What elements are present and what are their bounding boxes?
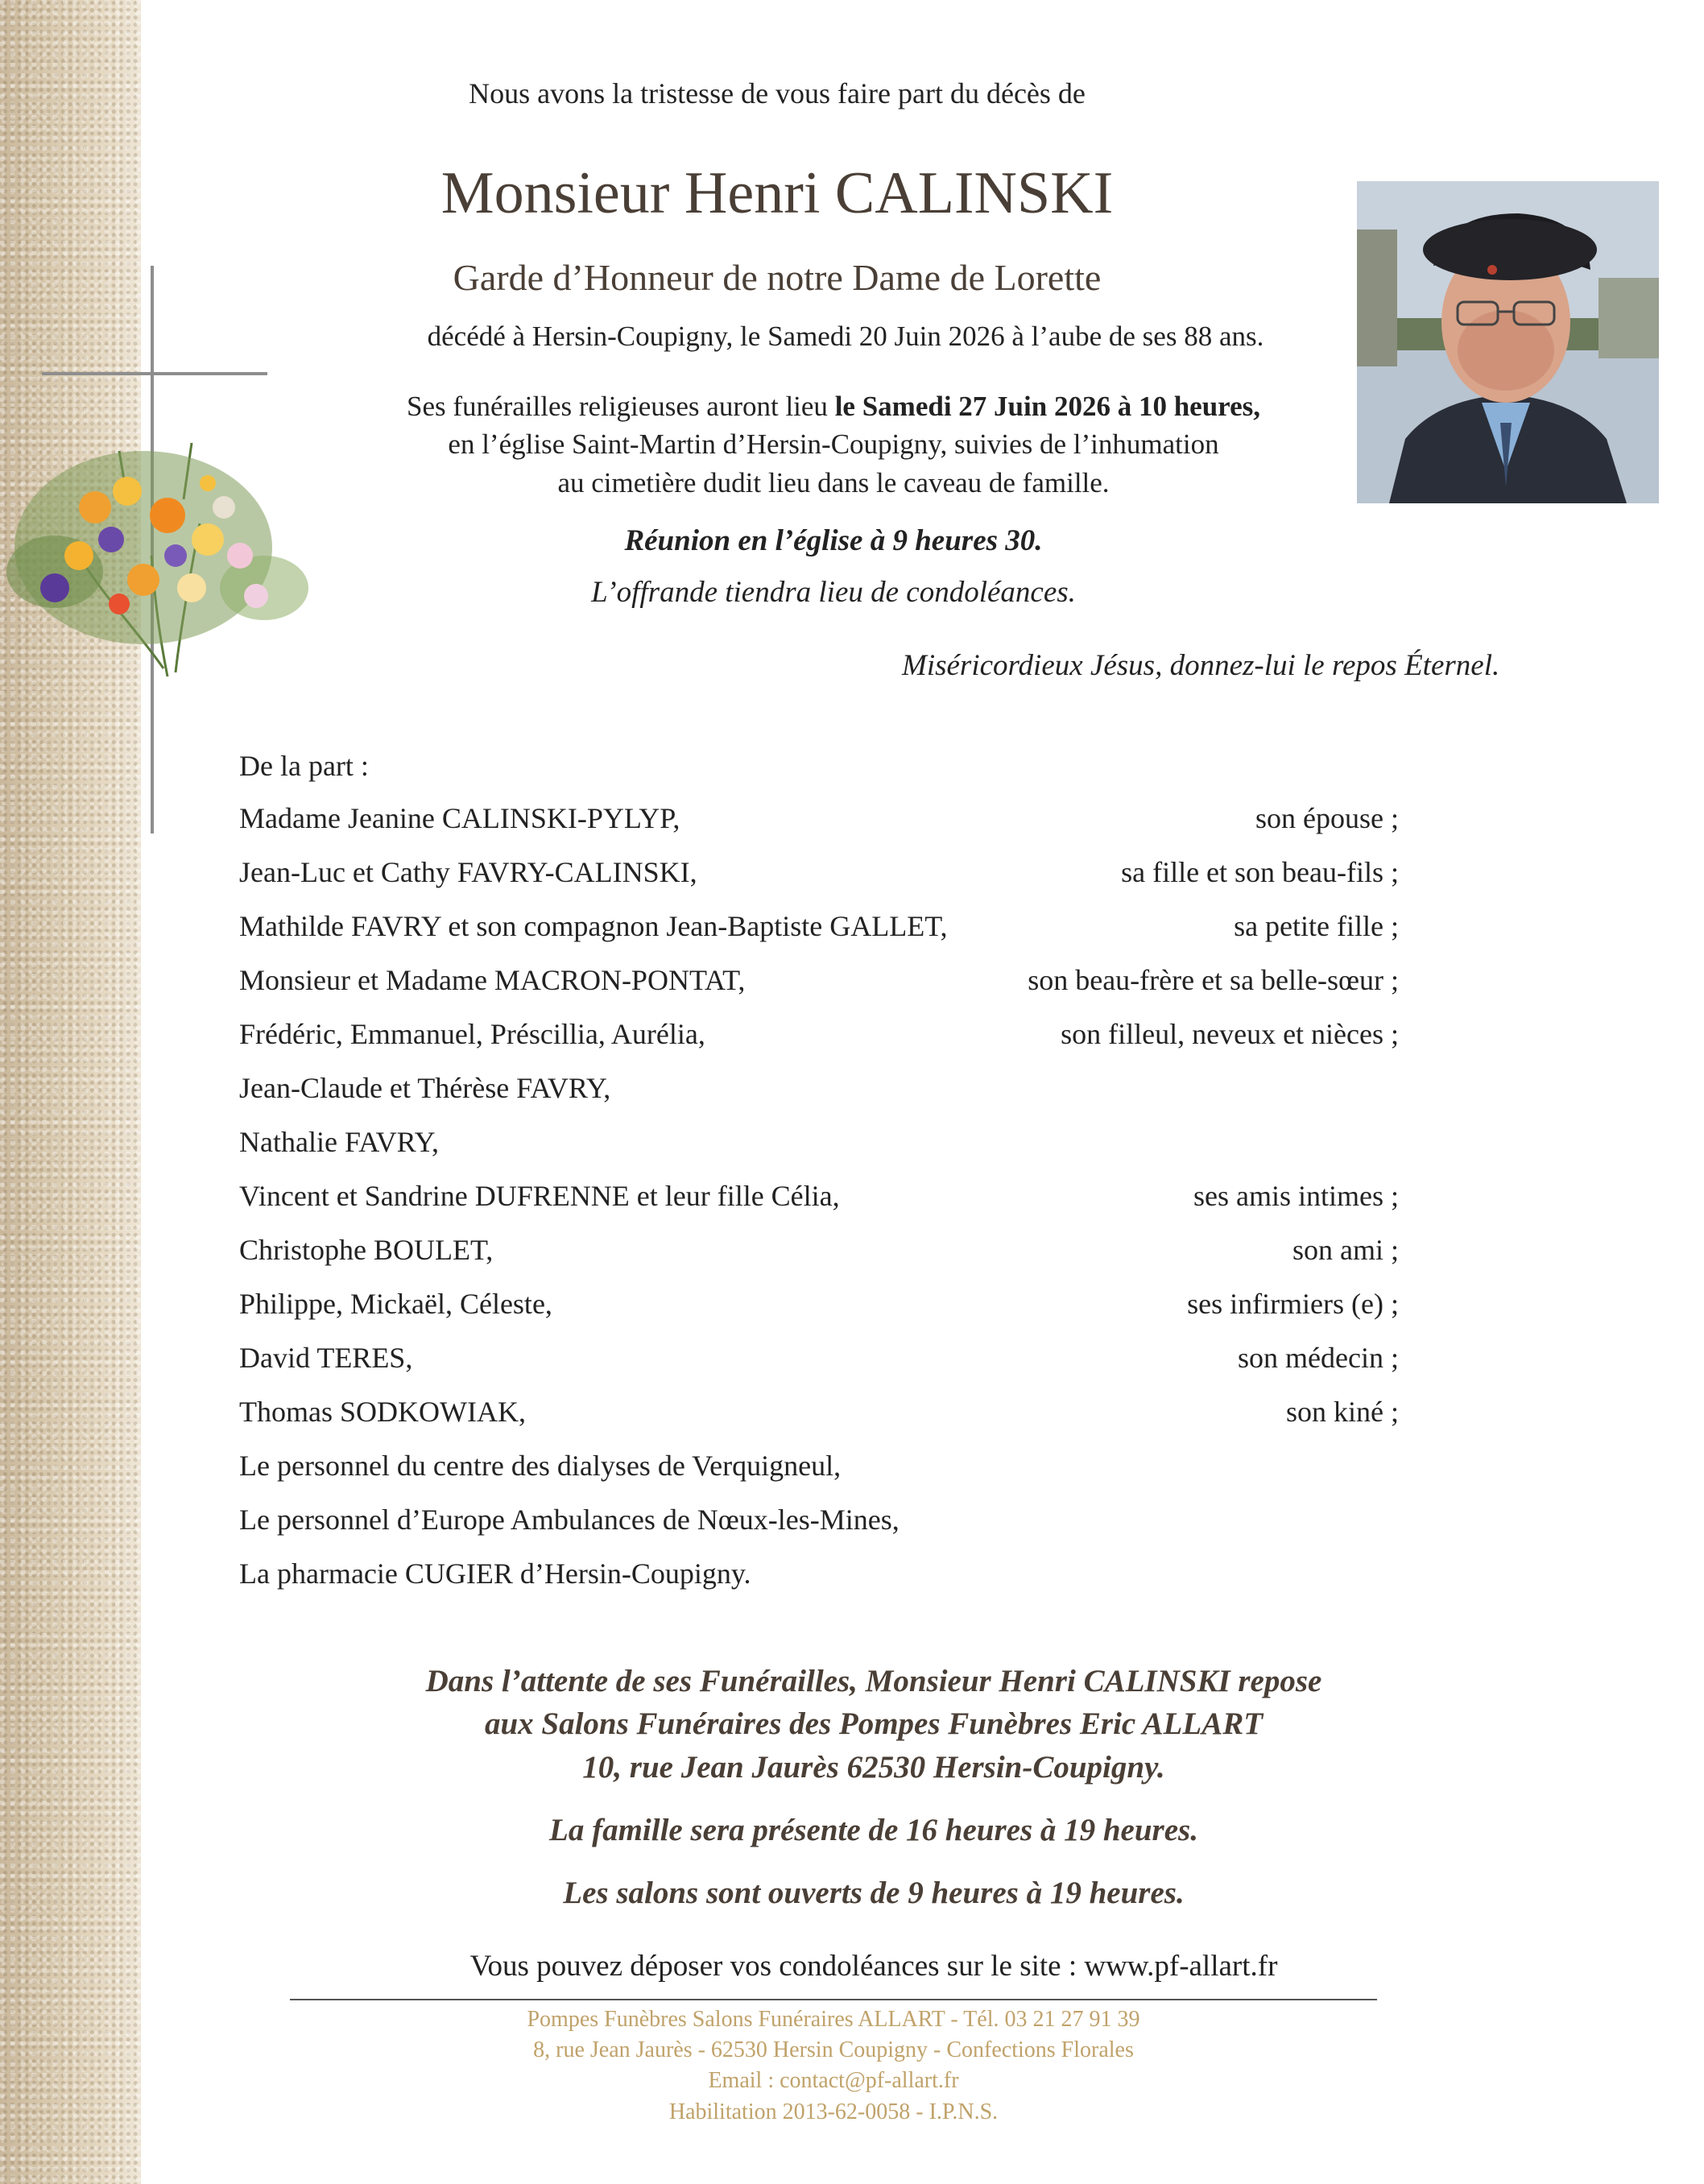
condolences-site: Vous pouvez déposer vos condoléances sur le site : www.pf-allart.fr — [469, 1950, 1278, 1983]
deceased-name: Monsieur Henri CALINSKI — [440, 160, 1114, 226]
family-presence-hours: La famille sera présente de 16 heures à 19 heures. — [549, 1813, 1198, 1847]
family-member-relation: sa fille et son beau-fils ; — [1121, 856, 1399, 888]
family-member-name: Vincent et Sandrine DUFRENNE et leur fille Célia, — [239, 1180, 840, 1212]
family-member-name: Jean-Claude et Thérèse FAVRY, — [239, 1072, 611, 1104]
family-member-relation: son ami ; — [1292, 1234, 1399, 1266]
repose-address: 10, rue Jean Jaurès 62530 Hersin-Coupigny. — [582, 1750, 1165, 1785]
family-row — [239, 1341, 1399, 1381]
family-row — [239, 1287, 1399, 1327]
family-member-name: Christophe BOULET, — [239, 1234, 494, 1266]
family-member-relation: son filleul, neveux et nièces ; — [1061, 1018, 1399, 1050]
death-details: décédé à Hersin-Coupigny, le Samedi 20 Juin 2026 à l’aube de ses 88 ans. — [427, 321, 1264, 352]
decorative-marble-band — [0, 0, 141, 2184]
family-row — [239, 1017, 1399, 1057]
repose-line-1: Dans l’attente de ses Funérailles, Monsieur Henri CALINSKI repose — [425, 1664, 1322, 1698]
family-member-name: La pharmacie CUGIER d’Hersin-Coupigny. — [239, 1557, 751, 1590]
family-member-name: Nathalie FAVRY, — [239, 1126, 440, 1158]
family-member-relation: ses amis intimes ; — [1193, 1180, 1399, 1212]
family-row — [239, 1233, 1399, 1273]
family-row — [239, 855, 1399, 896]
honorary-title: Garde d’Honneur de notre Dame de Lorette — [453, 257, 1102, 298]
family-row — [239, 801, 1399, 842]
family-member-name: Jean-Luc et Cathy FAVRY-CALINSKI, — [239, 856, 697, 888]
funeral-cemetery-line: au cimetière dudit lieu dans le caveau de famille. — [557, 467, 1110, 498]
family-member-name: Mathilde FAVRY et son compagnon Jean-Baptiste GALLET, — [239, 910, 948, 942]
salons-opening-hours: Les salons sont ouverts de 9 heures à 19 heures. — [563, 1876, 1185, 1910]
family-intro: De la part : — [239, 750, 369, 782]
funeral-church-line: en l’église Saint-Martin d’Hersin-Coupigny, suivies de l’inhumation — [448, 428, 1219, 460]
cross-icon-horizontal — [42, 372, 267, 375]
family-member-relation: son médecin ; — [1238, 1342, 1399, 1374]
funeral-date-bold: le Samedi 27 Juin 2026 à 10 heures, — [834, 391, 1260, 422]
family-row — [239, 1071, 1399, 1111]
footer-email: Email : contact@pf-allart.fr — [708, 2068, 959, 2093]
family-row — [239, 1557, 1399, 1597]
family-member-name: Le personnel du centre des dialyses de Verquigneul, — [239, 1450, 842, 1482]
family-member-relation: son épouse ; — [1255, 802, 1399, 834]
flower-bouquet-icon — [6, 395, 321, 685]
repose-line-2: aux Salons Funéraires des Pompes Funèbres Eric ALLART — [484, 1706, 1264, 1741]
family-row — [239, 1503, 1399, 1543]
footer-habilitation: Habilitation 2013-62-0058 - I.P.N.S. — [668, 2099, 999, 2124]
family-member-relation: sa petite fille ; — [1234, 910, 1399, 942]
family-row — [239, 963, 1399, 1003]
family-member-name: Madame Jeanine CALINSKI-PYLYP, — [239, 802, 680, 834]
prayer-line: Miséricordieux Jésus, donnez-lui le repos Éternel. — [902, 649, 1500, 682]
family-member-name: Le personnel d’Europe Ambulances de Nœux-les-Mines, — [239, 1504, 900, 1536]
family-member-name: Monsieur et Madame MACRON-PONTAT, — [239, 964, 746, 996]
intro-text: Nous avons la tristesse de vous faire part du décès de — [469, 77, 1086, 110]
footer-company-phone: Pompes Funèbres Salons Funéraires ALLART - Tél. 03 21 27 91 39 — [527, 2007, 1140, 2032]
family-member-name: Philippe, Mickaël, Céleste, — [239, 1288, 552, 1320]
family-row — [239, 1179, 1399, 1219]
funeral-date-line — [306, 391, 1361, 423]
offering-note: L’offrande tiendra lieu de condoléances. — [591, 576, 1076, 609]
footer-address: 8, rue Jean Jaurès - 62530 Hersin Coupigny - Confections Florales — [533, 2037, 1134, 2062]
family-row — [239, 909, 1399, 949]
funeral-date-prefix: Ses funérailles religieuses auront lieu — [407, 391, 835, 422]
family-member-relation: ses infirmiers (e) ; — [1187, 1288, 1399, 1320]
portrait-photo — [1357, 181, 1659, 503]
footer-divider — [290, 1999, 1377, 2000]
reunion-time: Réunion en l’église à 9 heures 30. — [624, 524, 1043, 557]
family-member-name: Frédéric, Emmanuel, Préscillia, Aurélia, — [239, 1018, 705, 1050]
family-row — [239, 1395, 1399, 1435]
family-member-relation: son kiné ; — [1286, 1396, 1399, 1428]
family-row — [239, 1125, 1399, 1165]
family-member-name: David TERES, — [239, 1342, 413, 1374]
family-member-name: Thomas SODKOWIAK, — [239, 1396, 526, 1428]
family-member-relation: son beau-frère et sa belle-sœur ; — [1028, 964, 1399, 996]
family-row — [239, 1449, 1399, 1489]
